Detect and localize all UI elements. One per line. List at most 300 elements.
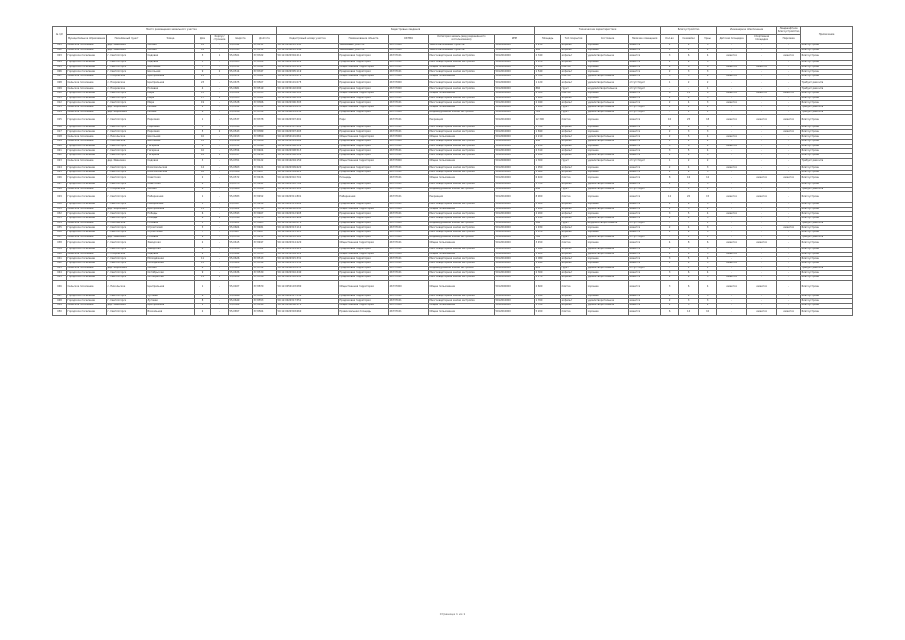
table-cell: Общее пользование bbox=[429, 65, 495, 70]
table-cell: 14 bbox=[679, 308, 699, 316]
table-cell: г. Светлогорск bbox=[107, 308, 147, 316]
table-cell: 9 bbox=[195, 235, 211, 240]
header-group-landscape: Ландшафтное благоустройство bbox=[777, 26, 800, 33]
table-cell: дер. Берёзовка bbox=[107, 110, 147, 115]
table-cell: 50:12:0010204:150 bbox=[277, 158, 339, 166]
table-cell: 55,0921 bbox=[229, 221, 253, 226]
table-cell: 46737101 bbox=[389, 130, 429, 135]
table-cell: - bbox=[211, 257, 229, 262]
table-cell: - bbox=[717, 308, 747, 316]
table-cell: - bbox=[777, 182, 801, 187]
table-cell: 610 bbox=[535, 266, 561, 271]
table-cell: имеется bbox=[629, 74, 661, 79]
table-cell: 55,0816 bbox=[229, 110, 253, 115]
table-cell: 50:12:0020314:220 bbox=[277, 240, 339, 248]
table-cell: 1 640 bbox=[535, 247, 561, 252]
table-cell: г. Светлогорск bbox=[107, 182, 147, 187]
table-cell: 2 bbox=[661, 170, 679, 175]
table-cell: 4 bbox=[661, 240, 679, 248]
table-cell: имеется bbox=[717, 144, 747, 149]
table-cell: плитка bbox=[561, 91, 587, 96]
table-cell: Придомовая территория bbox=[339, 187, 389, 192]
table-cell: 5012010000 bbox=[495, 240, 535, 248]
table-cell: плитка bbox=[561, 115, 587, 126]
table-cell: - bbox=[777, 216, 801, 221]
table-cell: Городское поселение bbox=[67, 240, 107, 248]
table-cell: 37,8519 bbox=[253, 261, 277, 266]
table-cell: г. Светлогорск bbox=[107, 144, 147, 149]
table-cell: Благоустроен bbox=[801, 153, 853, 158]
table-cell: Победы bbox=[147, 212, 195, 217]
table-cell: Общее пользование bbox=[429, 308, 495, 316]
table-cell: Городское поселение bbox=[67, 153, 107, 158]
table-cell: 5012000000 bbox=[495, 105, 535, 110]
table-cell: 5012010000 bbox=[495, 60, 535, 65]
table-cell: 37,8341 bbox=[253, 65, 277, 70]
table-cell: - bbox=[717, 87, 747, 92]
table-cell: 55,0629 bbox=[229, 261, 253, 266]
table-cell: - bbox=[661, 110, 679, 115]
table-cell: 55,0525 bbox=[229, 96, 253, 101]
table-cell: Городское поселение bbox=[67, 271, 107, 276]
table-cell: 50:12:0010203:146 bbox=[277, 48, 339, 53]
table-cell: - bbox=[717, 266, 747, 271]
table-cell: 11 bbox=[195, 275, 211, 280]
table-cell: Речная bbox=[147, 110, 195, 115]
table-cell: отсутствует bbox=[629, 87, 661, 92]
table-cell: Сельское поселение bbox=[67, 266, 107, 271]
table-cell: 3 bbox=[699, 252, 717, 257]
table-cell: - bbox=[717, 130, 747, 135]
table-cell: - bbox=[747, 125, 777, 130]
table-cell: 007 bbox=[53, 74, 67, 79]
table-cell: 5012010000 bbox=[495, 125, 535, 130]
table-cell: 1 bbox=[679, 266, 699, 271]
table-cell: 044 bbox=[53, 271, 67, 276]
table-cell: 3 120 bbox=[535, 65, 561, 70]
table-cell: Городское поселение bbox=[67, 261, 107, 266]
table-cell: асфальт bbox=[561, 275, 587, 280]
table-cell: 37,8389 bbox=[253, 130, 277, 135]
table-cell: 46737101 bbox=[389, 271, 429, 276]
table-cell: г. Светлогорск bbox=[107, 60, 147, 65]
table-cell: 5012010000 bbox=[495, 294, 535, 299]
header-count: Кол-во bbox=[661, 35, 679, 44]
table-cell: - bbox=[661, 87, 679, 92]
table-cell: 50:12:0010206:170 bbox=[277, 304, 339, 309]
table-cell: 4 bbox=[679, 252, 699, 257]
table-cell: 2 bbox=[661, 166, 679, 171]
table-cell: асфальт bbox=[561, 144, 587, 149]
table-cell: 55,0681 bbox=[229, 87, 253, 92]
table-cell: - bbox=[747, 60, 777, 65]
table-cell: 8 bbox=[195, 187, 211, 192]
table-cell: 50:12:0020308:514 bbox=[277, 153, 339, 158]
table-cell: 3 bbox=[699, 125, 717, 130]
table-cell: 6 bbox=[699, 65, 717, 70]
table-cell: - bbox=[211, 261, 229, 266]
table-cell: Придомовая территория bbox=[339, 221, 389, 226]
table-cell: 5012000000 bbox=[495, 74, 535, 79]
table-cell: Садовая bbox=[147, 60, 195, 65]
table-cell: 46737101 bbox=[389, 65, 429, 70]
table-cell: 50:12:0020311:802 bbox=[277, 202, 339, 207]
table-cell: - bbox=[777, 170, 801, 175]
table-cell: Сельское поселение bbox=[67, 87, 107, 92]
table-cell: Придомовая территория bbox=[339, 202, 389, 207]
table-cell: Многоквартирная жилая застройка bbox=[429, 182, 495, 187]
table-cell: имеется bbox=[717, 101, 747, 106]
table-cell: удовлетворительное bbox=[587, 153, 629, 158]
table-cell: Победы bbox=[147, 216, 195, 221]
table-cell: 4 bbox=[679, 44, 699, 49]
table-cell: асфальт bbox=[561, 79, 587, 87]
table-cell: 2 600 bbox=[535, 280, 561, 294]
table-cell: отсутствует bbox=[629, 187, 661, 192]
table-cell: грунт bbox=[561, 87, 587, 92]
table-cell: - bbox=[211, 187, 229, 192]
table-cell: 021 bbox=[53, 149, 67, 154]
table-cell: удовлетворительное bbox=[587, 235, 629, 240]
table-cell: 4 bbox=[679, 153, 699, 158]
table-cell: Многоквартирная жилая застройка bbox=[429, 271, 495, 276]
table-cell: Многоквартирная жилая застройка bbox=[429, 53, 495, 61]
table-cell: Многоквартирная жилая застройка bbox=[429, 202, 495, 207]
table-cell: асфальт bbox=[561, 48, 587, 53]
register-table bbox=[52, 26, 853, 316]
table-cell: Земли населённых пунктов bbox=[429, 48, 495, 53]
table-cell: - bbox=[717, 207, 747, 212]
table-cell: 6 bbox=[679, 53, 699, 61]
table-cell: г. Светлогорск bbox=[107, 91, 147, 96]
table-cell: имеется bbox=[629, 257, 661, 262]
table-cell: 50:12:0020315:331 bbox=[277, 257, 339, 262]
table-cell: имеется bbox=[747, 115, 777, 126]
table-cell: хорошее bbox=[587, 130, 629, 135]
table-cell: 2 040 bbox=[535, 101, 561, 106]
table-cell: хорошее bbox=[587, 48, 629, 53]
table-cell: Благоустроен bbox=[801, 252, 853, 257]
table-cell: Придомовая территория bbox=[339, 130, 389, 135]
table-cell: - bbox=[777, 44, 801, 49]
table-cell: Общее пользование bbox=[429, 135, 495, 140]
table-cell: 8 bbox=[195, 216, 211, 221]
table-cell: 12 bbox=[699, 175, 717, 183]
table-cell: 017 bbox=[53, 130, 67, 135]
table-cell: имеется bbox=[777, 226, 801, 231]
table-cell: 5012010000 bbox=[495, 192, 535, 203]
table-cell: удовлетворительное bbox=[587, 275, 629, 280]
table-cell: 2 bbox=[661, 230, 679, 235]
table-cell: Общественная территория bbox=[339, 74, 389, 79]
table-cell: 46737101 bbox=[389, 60, 429, 65]
table-cell: 50:12:0030104:112 bbox=[277, 252, 339, 257]
table-cell: 3 bbox=[679, 304, 699, 309]
table-cell: имеется bbox=[747, 65, 777, 70]
table-cell: 37,8513 bbox=[253, 257, 277, 262]
table-cell: удовлетворительное bbox=[587, 74, 629, 79]
table-cell: - bbox=[717, 70, 747, 75]
table-cell: г. Светлогорск bbox=[107, 216, 147, 221]
table-cell: 5012010000 bbox=[495, 115, 535, 126]
table-cell: хорошее bbox=[587, 115, 629, 126]
table-cell: 55,0587 bbox=[229, 202, 253, 207]
table-cell: 37,8553 bbox=[253, 299, 277, 304]
table-cell: 6 bbox=[661, 91, 679, 96]
table-cell: 37,8716 bbox=[253, 207, 277, 212]
table-cell: Набережная bbox=[147, 192, 195, 203]
table-cell: - bbox=[777, 192, 801, 203]
table-cell: 46737101 bbox=[389, 91, 429, 96]
table-cell: Рекреация bbox=[429, 192, 495, 203]
table-cell: Общественная территория bbox=[339, 65, 389, 70]
table-cell: 3 bbox=[699, 226, 717, 231]
table-cell: Мира bbox=[147, 91, 195, 96]
table-cell: - bbox=[747, 101, 777, 106]
table-cell: имеется bbox=[717, 261, 747, 266]
table-cell: Многоквартирная жилая застройка bbox=[429, 125, 495, 130]
table-cell: - bbox=[211, 60, 229, 65]
table-cell: - bbox=[747, 247, 777, 252]
table-cell: Школьная bbox=[147, 139, 195, 144]
table-cell: 030 bbox=[53, 202, 67, 207]
table-cell: имеется bbox=[747, 175, 777, 183]
table-cell: удовлетворительное bbox=[587, 216, 629, 221]
table-cell: Благоустроен bbox=[801, 240, 853, 248]
table-cell: Общественная территория bbox=[339, 135, 389, 140]
table-cell: Благоустроен bbox=[801, 261, 853, 266]
table-cell: Придомовая территория bbox=[339, 110, 389, 115]
table-cell: дер. Ивановка bbox=[107, 48, 147, 53]
table-cell: 5012000000 bbox=[495, 266, 535, 271]
table-cell: Многоквартирная жилая застройка bbox=[429, 101, 495, 106]
table-cell: Речная bbox=[147, 105, 195, 110]
table-cell: 5012000000 bbox=[495, 235, 535, 240]
header-parking: Парковка bbox=[777, 35, 801, 44]
table-cell: г. Светлогорск bbox=[107, 175, 147, 183]
table-cell: имеется bbox=[629, 65, 661, 70]
table-cell: Комсомольская bbox=[147, 166, 195, 171]
table-cell: 50:12:0050101:062 bbox=[277, 139, 339, 144]
table-cell: - bbox=[211, 149, 229, 154]
table-cell: 1 bbox=[211, 216, 229, 221]
table-cell: Придомовая территория bbox=[339, 275, 389, 280]
table-cell: хорошее bbox=[587, 65, 629, 70]
table-cell: 37,8536 bbox=[253, 275, 277, 280]
table-cell: хорошее bbox=[587, 271, 629, 276]
table-cell: 5012010000 bbox=[495, 53, 535, 61]
table-cell: Общее пользование bbox=[429, 240, 495, 248]
table-cell: - bbox=[777, 60, 801, 65]
table-cell: 5012010000 bbox=[495, 170, 535, 175]
table-cell: - bbox=[717, 153, 747, 158]
table-cell: 46737101 bbox=[389, 182, 429, 187]
table-cell: 1 bbox=[679, 235, 699, 240]
table-cell: плитка bbox=[561, 280, 587, 294]
table-cell: - bbox=[747, 53, 777, 61]
table-cell: 55,0828 bbox=[229, 266, 253, 271]
table-cell: Городское поселение bbox=[67, 299, 107, 304]
table-cell: 9 bbox=[195, 70, 211, 75]
table-cell: имеется bbox=[747, 308, 777, 316]
table-cell: 2 bbox=[699, 304, 717, 309]
table-cell: - bbox=[211, 299, 229, 304]
table-cell: дер. Ивановка bbox=[107, 304, 147, 309]
table-cell: 46737000 bbox=[389, 280, 429, 294]
table-cell: Садовая bbox=[147, 158, 195, 166]
table-cell: 12 bbox=[195, 153, 211, 158]
table-cell: Многоквартирная жилая застройка bbox=[429, 212, 495, 217]
table-cell: - bbox=[777, 294, 801, 299]
table-cell: - bbox=[211, 110, 229, 115]
table-cell: 55,0342 bbox=[229, 44, 253, 49]
table-cell: - bbox=[211, 101, 229, 106]
table-cell: г. Светлогорск bbox=[107, 153, 147, 158]
table-cell: 1 120 bbox=[535, 79, 561, 87]
table-cell: имеется bbox=[629, 247, 661, 252]
table-cell: 032 bbox=[53, 212, 67, 217]
table-cell: - bbox=[747, 294, 777, 299]
table-cell: 980 bbox=[535, 48, 561, 53]
table-body bbox=[53, 44, 853, 316]
table-cell: 008 bbox=[53, 79, 67, 87]
table-cell: Придомовая территория bbox=[339, 216, 389, 221]
table-cell: - bbox=[211, 182, 229, 187]
table-cell: - bbox=[747, 158, 777, 166]
table-cell: 37,8131 bbox=[253, 235, 277, 240]
table-cell: - bbox=[777, 110, 801, 115]
table-cell: хорошее bbox=[587, 240, 629, 248]
table-cell: - bbox=[679, 87, 699, 92]
table-cell: 580 bbox=[535, 221, 561, 226]
table-cell: 16 bbox=[679, 175, 699, 183]
table-cell: 37,8856 bbox=[253, 139, 277, 144]
table-cell: плитка bbox=[561, 240, 587, 248]
table-cell: - bbox=[211, 212, 229, 217]
table-cell: 5012000000 bbox=[495, 221, 535, 226]
table-cell: 37,8526 bbox=[253, 187, 277, 192]
table-cell: 3 bbox=[679, 207, 699, 212]
table-cell: 10 bbox=[195, 149, 211, 154]
table-cell: имеется bbox=[629, 96, 661, 101]
table-cell: Лесная bbox=[147, 266, 195, 271]
table-cell: 50:12:0020307:402 bbox=[277, 125, 339, 130]
table-cell: - bbox=[717, 247, 747, 252]
table-cell: 047 bbox=[53, 294, 67, 299]
table-cell: - bbox=[777, 187, 801, 192]
table-cell: 3 450 bbox=[535, 240, 561, 248]
table-cell: - bbox=[747, 226, 777, 231]
table-cell: - bbox=[777, 304, 801, 309]
table-cell: 37,8701 bbox=[253, 105, 277, 110]
table-cell: 3 bbox=[699, 261, 717, 266]
table-cell: 2 bbox=[195, 240, 211, 248]
table-cell: - bbox=[211, 247, 229, 252]
table-cell: 6 bbox=[195, 110, 211, 115]
table-cell: 5012010000 bbox=[495, 175, 535, 183]
table-cell: 50:12:0020304:211 bbox=[277, 53, 339, 61]
table-cell: - bbox=[211, 48, 229, 53]
table-cell: 001 bbox=[53, 44, 67, 49]
table-cell: имеется bbox=[717, 91, 747, 96]
table-cell: 3 bbox=[679, 70, 699, 75]
table-cell: Требует ремонта bbox=[801, 187, 853, 192]
table-cell: асфальт bbox=[561, 230, 587, 235]
table-cell: 14 bbox=[195, 166, 211, 171]
table-cell: - bbox=[777, 275, 801, 280]
table-cell: - bbox=[211, 139, 229, 144]
table-cell: - bbox=[747, 271, 777, 276]
table-cell: хорошее bbox=[587, 166, 629, 171]
table-cell: 46737000 bbox=[389, 158, 429, 166]
table-cell: Общее пользование bbox=[429, 105, 495, 110]
table-cell: 55,0551 bbox=[229, 144, 253, 149]
table-cell: - bbox=[717, 271, 747, 276]
table-cell: 020 bbox=[53, 144, 67, 149]
table-cell: Центральная bbox=[147, 280, 195, 294]
table-cell: Благоустроен bbox=[801, 226, 853, 231]
table-cell: - bbox=[777, 230, 801, 235]
table-cell: - bbox=[717, 149, 747, 154]
table-cell: 55,0358 bbox=[229, 235, 253, 240]
table-cell: имеется bbox=[629, 144, 661, 149]
table-row bbox=[53, 175, 853, 183]
table-cell: 2 340 bbox=[535, 53, 561, 61]
table-cell: Благоустроен bbox=[801, 115, 853, 126]
table-cell: - bbox=[777, 221, 801, 226]
table-cell: Молодёжная bbox=[147, 257, 195, 262]
table-cell: 5 bbox=[195, 202, 211, 207]
table-cell: - bbox=[747, 216, 777, 221]
table-cell: 55,0675 bbox=[229, 79, 253, 87]
table-cell: 5012010000 bbox=[495, 166, 535, 171]
table-cell: - bbox=[211, 65, 229, 70]
table-cell: 025 bbox=[53, 170, 67, 175]
table-cell: 022 bbox=[53, 153, 67, 158]
table-cell: 55,0626 bbox=[229, 257, 253, 262]
table-cell: 55,0543 bbox=[229, 130, 253, 135]
table-cell: - bbox=[777, 139, 801, 144]
header-urns: Урны bbox=[699, 35, 717, 44]
table-cell: 4 bbox=[679, 125, 699, 130]
table-cell: - bbox=[747, 235, 777, 240]
table-cell: г. Светлогорск bbox=[107, 96, 147, 101]
table-cell: Городское поселение bbox=[67, 144, 107, 149]
table-cell: 4 bbox=[679, 96, 699, 101]
table-cell: дер. Ивановка bbox=[107, 158, 147, 166]
table-cell: 8 bbox=[699, 91, 717, 96]
table-cell: 2 bbox=[679, 158, 699, 166]
table-cell: 4 500 bbox=[535, 91, 561, 96]
table-cell: хорошее bbox=[587, 144, 629, 149]
table-cell: Гагарина bbox=[147, 153, 195, 158]
table-cell: 3 bbox=[699, 299, 717, 304]
table-cell: - bbox=[747, 87, 777, 92]
table-cell: 5 bbox=[679, 135, 699, 140]
header-group-improvement: Благоустройство bbox=[661, 27, 717, 35]
table-cell: 049 bbox=[53, 304, 67, 309]
header-sport: Спортивная площадка bbox=[747, 35, 777, 44]
table-cell: 4 bbox=[679, 226, 699, 231]
table-cell: 5012000000 bbox=[495, 207, 535, 212]
table-cell: 5012010000 bbox=[495, 144, 535, 149]
table-cell: имеется bbox=[629, 115, 661, 126]
table-cell: плитка bbox=[561, 192, 587, 203]
table-cell: 55,0501 bbox=[229, 53, 253, 61]
table-cell: Сельское поселение bbox=[67, 221, 107, 226]
table-cell: хорошее bbox=[587, 257, 629, 262]
table-cell: 6 bbox=[679, 144, 699, 149]
